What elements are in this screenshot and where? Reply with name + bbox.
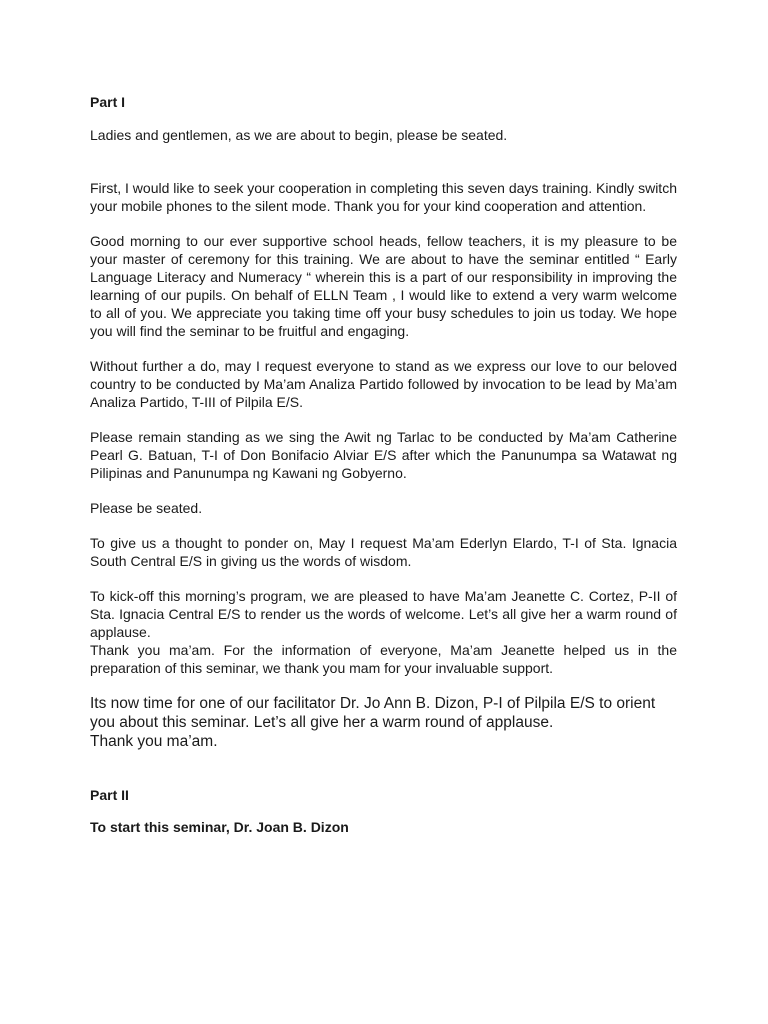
document-page (90, 94, 677, 836)
words-of-welcome-paragraph: To kick-off this morning’s program, we are pleased to have Ma’am Jeanette C. Cortez, P-II of Sta. Ignacia Central E/S to render us the words of welcome. Let’s all give her a warm round of applause. (90, 588, 677, 640)
be-seated-paragraph: Please be seated. (90, 500, 203, 516)
thanks-paragraph: Thank you ma’am. For the information of everyone, Ma’am Jeanette helped us in the preparation of this seminar, we thank you mam for your invaluable support. (90, 642, 677, 676)
anthem-paragraph: Without further a do, may I request everyone to stand as we express our love to our beloved country to be conducted by Ma’am Analiza Partido followed by invocation to be lead by Ma’am Analiza Partido, T-III of Pilpila E/S. (90, 358, 677, 410)
tarlac-hymn-paragraph: Please remain standing as we sing the Awit ng Tarlac to be conducted by Ma’am Catherine Pearl G. Batuan, T-I of Don Bonifacio Alviar E/S after which the Panunumpa sa Watawat ng Pilipinas and Panunumpa ng Kawani ng Gobyerno. (90, 429, 677, 481)
closing-line: To start this seminar, Dr. Joan B. Dizon (90, 819, 349, 835)
welcome-paragraph: Good morning to our ever supportive school heads, fellow teachers, it is my pleasure to be your master of ceremony for this training. We are about to have the seminar entitled “ Early Language Literacy and Numeracy “ wherein this is a part of our responsibility in improving the learning of our pupils. On behalf of ELLN Team , I would like to extend a very warm welcome to all of you. We appreciate you taking time off your busy schedules to join us today. We hope you will find the seminar to be fruitful and engaging. (90, 233, 677, 339)
part-two-heading: Part II (90, 787, 129, 803)
final-thanks-paragraph: Thank you ma’am. (90, 733, 218, 750)
words-of-wisdom-paragraph: To give us a thought to ponder on, May I request Ma’am Ederlyn Elardo, T-I of Sta. Ignacia South Central E/S in giving us the words of wisdom. (90, 535, 677, 569)
part-one-heading: Part I (90, 94, 126, 110)
cooperation-paragraph: First, I would like to seek your cooperation in completing this seven days training. Kindly switch your mobile phones to the silent mode. Thank you for your kind cooperation and attention. (90, 180, 677, 214)
orientation-paragraph: Its now time for one of our facilitator Dr. Jo Ann B. Dizon, P-I of Pilpila E/S to orient you about this seminar. Let’s all give her a warm round of applause. (90, 695, 656, 731)
opening-paragraph: Ladies and gentlemen, as we are about to begin, please be seated. (90, 127, 508, 143)
